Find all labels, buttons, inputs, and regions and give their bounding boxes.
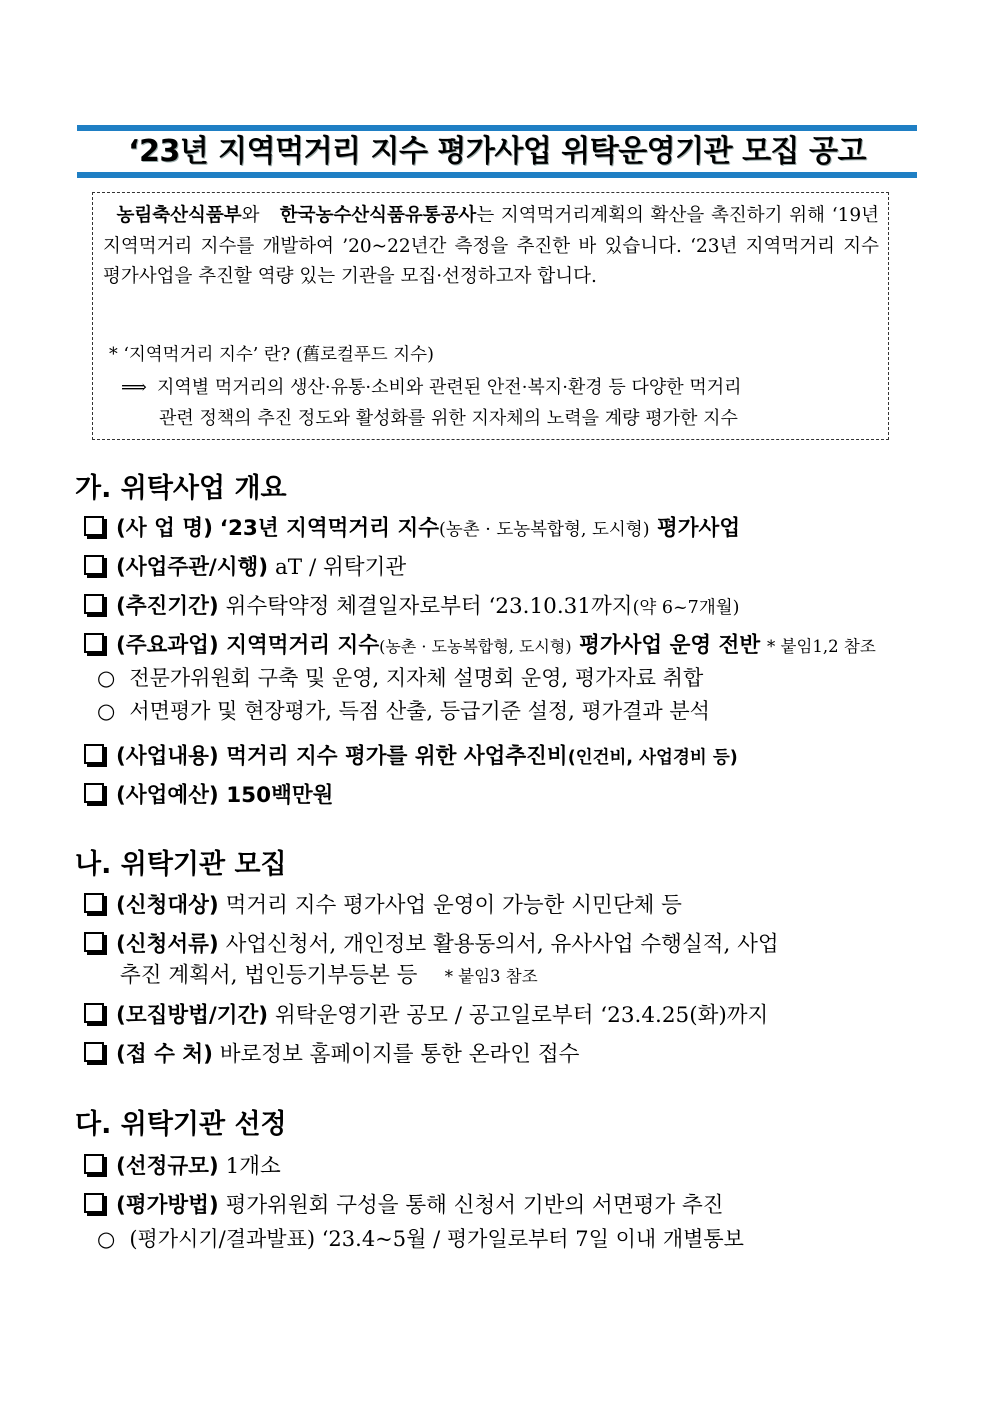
item-value: 1개소 <box>218 1154 281 1179</box>
item-label: (신청대상) <box>116 893 219 918</box>
title-bar-bottom <box>77 172 917 178</box>
checkbox-icon <box>84 1042 104 1062</box>
item-value: 지역먹거리 지수 <box>218 633 380 658</box>
item-small: (약 6~7개월) <box>632 598 740 618</box>
item-label: (주요과업) <box>116 633 219 658</box>
checkbox-icon <box>84 783 104 803</box>
item-value: 사업신청서, 개인정보 활용동의서, 유사사업 수행실적, 사업 <box>218 932 779 957</box>
item-value: 먹거리 지수 평가를 위한 사업추진비 <box>218 744 568 769</box>
definition-answer-text1: 지역별 먹거리의 생산·유통·소비와 관련된 안전·복지·환경 등 다양한 먹거리 <box>157 377 742 398</box>
item-applicants <box>80 891 682 921</box>
item-tail: 평가사업 운영 전반 <box>571 633 761 658</box>
item-value: 평가위원회 구성을 통해 신청서 기반의 서면평가 추진 <box>218 1193 724 1218</box>
item-scale <box>80 1152 281 1182</box>
documents-continuation <box>120 961 538 992</box>
item-small: (농촌 · 도농복합형, 도시형) <box>439 520 650 540</box>
item-eval-method <box>80 1191 724 1221</box>
item-documents <box>80 930 779 960</box>
item-budget <box>80 781 333 811</box>
item-value: 먹거리 지수 평가사업 운영이 가능한 시민단체 등 <box>218 893 682 918</box>
implies-arrow-icon: ⟹ <box>121 377 147 398</box>
item-label: (추진기간) <box>116 594 219 619</box>
item-label: (사업내용) <box>116 744 219 769</box>
definition-answer-line2: 관련 정책의 추진 정도와 활성화를 위한 지자체의 노력을 계량 평가한 지수 <box>159 408 738 429</box>
item-label: (사업주관/시행) <box>116 555 269 580</box>
item-value: 150백만원 <box>218 783 334 808</box>
item-value: 위탁운영기관 공모 / 공고일로부터 ‘23.4.25(화)까지 <box>268 1003 769 1028</box>
item-tail: 평가사업 <box>649 516 741 541</box>
intro-and: 와 <box>241 205 260 226</box>
title-banner <box>77 125 917 179</box>
item-small: (인건비, 사업경비 등) <box>567 748 738 768</box>
item-method-period <box>80 1001 768 1031</box>
checkbox-icon <box>84 594 104 614</box>
item-main-tasks <box>80 631 876 662</box>
org-at: 한국농수산식품유통공사 <box>279 205 477 226</box>
item-note: * 붙임1,2 참조 <box>767 637 876 656</box>
item-label: (사업예산) <box>116 783 219 808</box>
item-value: 위수탁약정 체결일자로부터 ‘23.10.31까지 <box>218 594 633 619</box>
item-organizer <box>80 553 406 583</box>
checkbox-icon <box>84 893 104 913</box>
item-label: (사 업 명) <box>116 516 213 541</box>
continuation-text: 추진 계획서, 법인등기부등본 등 <box>120 963 418 988</box>
intro-box <box>92 192 889 440</box>
checkbox-icon <box>84 555 104 575</box>
item-period <box>80 592 739 623</box>
checkbox-icon <box>84 1003 104 1023</box>
definition-answer-line1 <box>121 373 881 399</box>
item-label: (선정규모) <box>116 1154 219 1179</box>
section-heading-recruitment: 나. 위탁기관 모집 <box>75 849 287 880</box>
intro-paragraph <box>103 201 879 293</box>
item-label: (모집방법/기간) <box>116 1003 269 1028</box>
circle-bullet-icon: ○ <box>97 666 116 690</box>
circle-bullet-icon: ○ <box>97 1227 116 1251</box>
sub-item-text: 전문가위원회 구축 및 운영, 지자체 설명회 운영, 평가자료 취합 <box>129 666 704 690</box>
intro-text: 는 지역먹거리계획의 확산을 촉진하기 위해 ‘19년 지역먹거리 지수를 개발하여 ’20~22년간 측정을 추진한 바 있습니다. ‘23년 지역먹거리 지수 평가사업을 추진할 역량 있는 기관을 모집·선정하고자 합니다. <box>103 205 880 287</box>
org-mafra: 농림축산식품부 <box>116 205 242 226</box>
checkbox-icon <box>84 516 104 536</box>
section-heading-selection: 다. 위탁기관 선정 <box>75 1109 287 1140</box>
item-project-name <box>80 514 740 545</box>
item-value: aT / 위탁기관 <box>268 555 407 580</box>
item-value: 바로정보 홈페이지를 통한 온라인 접수 <box>212 1042 580 1067</box>
checkbox-icon <box>84 1193 104 1213</box>
item-small: (농촌 · 도농복합형, 도시형) <box>379 637 572 656</box>
page-title: ‘23년 지역먹거리 지수 평가사업 위탁운영기관 모집 공고 <box>128 134 866 169</box>
sub-item-text: (평가시기/결과발표) ‘23.4~5월 / 평가일로부터 7일 이내 개별통보 <box>129 1227 744 1251</box>
definition-question: * ‘지역먹거리 지수’ 란? (舊로컬푸드 지수) <box>109 345 434 365</box>
checkbox-icon <box>84 744 104 764</box>
checkbox-icon <box>84 1154 104 1174</box>
item-label: (평가방법) <box>116 1193 219 1218</box>
continuation-note: * 붙임3 참조 <box>444 967 538 986</box>
item-value: ‘23년 지역먹거리 지수 <box>219 516 439 541</box>
item-label: (신청서류) <box>116 932 219 957</box>
section-heading-overview: 가. 위탁사업 개요 <box>75 473 287 504</box>
sub-item-evaluation <box>97 696 710 726</box>
item-label: (접 수 처) <box>116 1042 213 1067</box>
circle-bullet-icon: ○ <box>97 699 116 723</box>
checkbox-icon <box>84 932 104 952</box>
sub-item-committee <box>97 663 703 693</box>
item-contents <box>80 742 738 773</box>
item-reception <box>80 1040 579 1070</box>
checkbox-icon <box>84 633 104 653</box>
sub-item-schedule <box>97 1224 744 1254</box>
sub-item-text: 서면평가 및 현장평가, 득점 산출, 등급기준 설정, 평가결과 분석 <box>129 699 710 723</box>
title-bar-top <box>77 125 917 131</box>
